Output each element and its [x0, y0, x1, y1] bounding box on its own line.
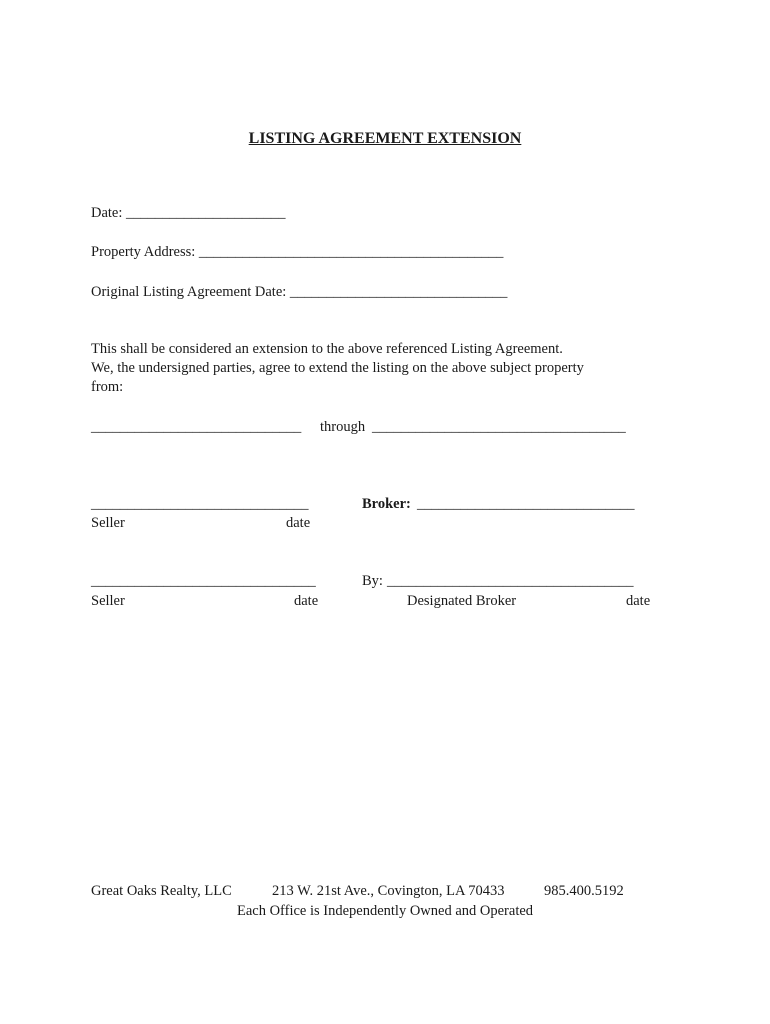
body-line-3: from:: [91, 379, 124, 395]
date-field[interactable]: Date: ______________________: [91, 205, 286, 221]
seller-2-signature-line[interactable]: _______________________________: [91, 573, 316, 589]
seller-1-label: Seller: [91, 515, 125, 531]
broker-date-label: date: [626, 593, 651, 609]
footer-company: Great Oaks Realty, LLC: [91, 883, 232, 899]
designated-broker-label: Designated Broker: [407, 593, 517, 609]
seller-2-label: Seller: [91, 593, 125, 609]
broker-signature-line[interactable]: ______________________________: [417, 496, 635, 512]
through-label: through: [320, 419, 366, 435]
footer-tagline: Each Office is Independently Owned and Operated: [236, 903, 534, 919]
body-line-2: We, the undersigned parties, agree to extend the listing on the above subject property: [91, 360, 584, 376]
seller-1-date-label: date: [286, 515, 311, 531]
extension-end-line[interactable]: ___________________________________: [372, 419, 626, 435]
extension-start-line[interactable]: _____________________________: [91, 419, 302, 435]
document-title: LISTING AGREEMENT EXTENSION: [248, 130, 522, 147]
original-listing-date-field[interactable]: Original Listing Agreement Date: ______________________________: [91, 284, 508, 300]
broker-label: Broker:: [362, 496, 411, 512]
seller-2-date-label: date: [294, 593, 319, 609]
footer-address: 213 W. 21st Ave., Covington, LA 70433: [272, 883, 505, 899]
footer-phone: 985.400.5192: [544, 883, 624, 899]
body-line-1: This shall be considered an extension to the above referenced Listing Agreement.: [91, 341, 563, 357]
seller-1-signature-line[interactable]: ______________________________: [91, 496, 309, 512]
by-label: By:: [362, 573, 383, 589]
by-signature-line[interactable]: __________________________________: [387, 573, 634, 589]
property-address-field[interactable]: Property Address: __________________________________________: [91, 244, 504, 260]
